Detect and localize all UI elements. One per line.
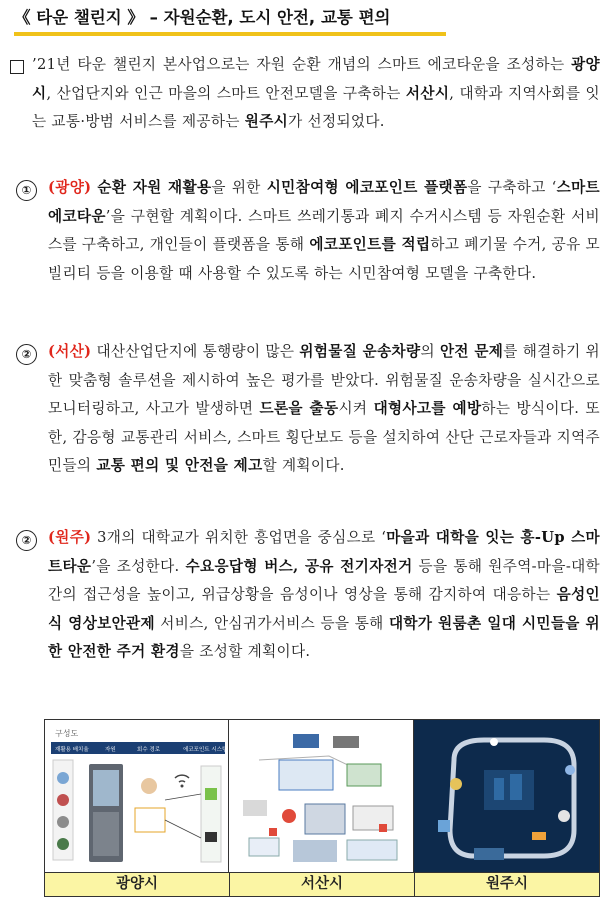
emphasis-text: 교통 편의 및 안전을 제고 (96, 457, 263, 474)
intro-text-4: 가 선정되었다. (288, 113, 385, 130)
emphasis-text: 스마트 에코타운 (48, 179, 600, 225)
emphasis-text: 드론을 출동 (259, 400, 339, 417)
region-label: (서산) (48, 343, 92, 360)
intro-city-seosan: 서산시 (405, 84, 450, 102)
intro-text-1: ’21년 타운 챌린지 본사업으로는 자원 순환 개념의 스마트 에코타운을 조성하는 (32, 56, 572, 73)
body-text: 서비스, 안심귀가서비스 등을 통해 (154, 614, 389, 632)
emphasis-text: 위험물질 운송차량 (299, 343, 421, 360)
intro-text-3: , 대학과 지역사회를 잇는 교통·방범 서비스를 제공하는 (32, 84, 600, 130)
caption-row (44, 872, 600, 897)
body-text: 3개의 대학교가 위치한 흥업면을 중심으로 ‘ (91, 529, 387, 546)
item-gwangyang-paragraph (48, 174, 600, 288)
caption-seosan: 서산시 (230, 873, 415, 896)
circled-number-marker: ② (16, 344, 37, 365)
diagram-tab-2: 자원 (105, 747, 116, 753)
intro-text-2: , 산업단지와 인근 마을의 스마트 안전모델을 구축하는 (46, 84, 406, 102)
seosan-diagram-image (229, 720, 413, 873)
emphasis-text: 에코포인트를 적립 (309, 236, 431, 253)
emphasis-text: 시민참여형 에코포인트 플랫폼 (266, 179, 468, 196)
intro-paragraph (32, 51, 600, 137)
body-text: ’을 조성한다. (91, 557, 186, 575)
intro-city-gwangyang: 광양시 (32, 56, 600, 102)
body-text: 을 구축하고 ‘ (467, 179, 557, 196)
diagram-tab-3: 회수 경로 (137, 747, 161, 753)
body-text: 을 조성할 계획이다. (179, 643, 311, 660)
item-wonju-paragraph (48, 524, 600, 667)
square-bullet-icon (10, 60, 24, 74)
caption-gwangyang: 광양시 (45, 873, 230, 896)
item-seosan-paragraph (48, 338, 600, 481)
intro-city-wonju: 원주시 (244, 113, 289, 130)
item-body (48, 529, 600, 660)
diagram-header: 구성도 (55, 729, 79, 738)
page-title: 《 타운 챌린지 》 – 자원순환, 도시 안전, 교통 편의 (14, 8, 391, 27)
circled-number-marker: ① (16, 180, 37, 201)
emphasis-text: 수요응답형 버스, 공유 전기자전거 (185, 557, 413, 575)
body-text: 하는 방식이다. 또한, 감응형 교통관리 서비스, 스마트 횡단보도 등을 설치하여 산단 근로자들과 지역주민들의 (48, 400, 600, 474)
body-text: 의 (420, 343, 440, 360)
emphasis-text: 대형사고를 예방 (373, 400, 482, 417)
image-strip (44, 719, 600, 873)
body-text: 시켜 (338, 400, 374, 417)
item-body (48, 343, 600, 474)
caption-wonju: 원주시 (485, 876, 529, 892)
emphasis-text: 순환 자원 재활용 (97, 179, 212, 196)
body-text: 을 위한 (211, 179, 267, 196)
circled-number-marker: ② (16, 530, 37, 551)
emphasis-text: 대학가 원룸촌 일대 시민들을 위한 안전한 주거 환경 (48, 614, 600, 660)
emphasis-text: 음성인식 영상보안관제 (48, 586, 600, 632)
body-text: 등을 통해 원주역-마을-대학 간의 접근성을 높이고, 위급상황을 음성이나 영상을 통해 감지하여 대응하는 (48, 557, 600, 603)
diagram-tab-4: 에코포인트 시스템 (183, 747, 228, 753)
body-text: 를 해결하기 위한 맞춤형 솔루션을 제시하여 높은 평가를 받았다. 위험물질 운송차량을 실시간으로 모니터링하고, 사고가 발생하면 (48, 343, 600, 417)
region-label: (광양) (48, 179, 92, 196)
body-text: 대산산업단지에 통행량이 많은 (91, 343, 300, 360)
body-text: 하고 폐기물 수거, 공유 모빌리티 등을 이용할 때 사용할 수 있도록 하는 시민참여형 모델을 구축한다. (48, 236, 600, 282)
body-text: 할 계획이다. (262, 457, 345, 474)
emphasis-text: 마을과 대학을 잇는 흥-Up 스마트타운 (48, 529, 600, 575)
gwangyang-diagram-image (45, 720, 229, 873)
wonju-diagram-image (414, 720, 599, 873)
emphasis-text: 안전 문제 (439, 343, 504, 360)
body-text: ’을 구현할 계획이다. 스마트 쓰레기통과 폐지 수거시스템 등 자원순환 서비스를 구축하고, 개인들이 플랫폼을 통해 (48, 207, 600, 253)
diagram-tab-1: 재활용 배치율 (55, 747, 89, 753)
title-underline (14, 32, 446, 36)
item-body (48, 179, 600, 282)
region-label: (원주) (48, 529, 92, 546)
